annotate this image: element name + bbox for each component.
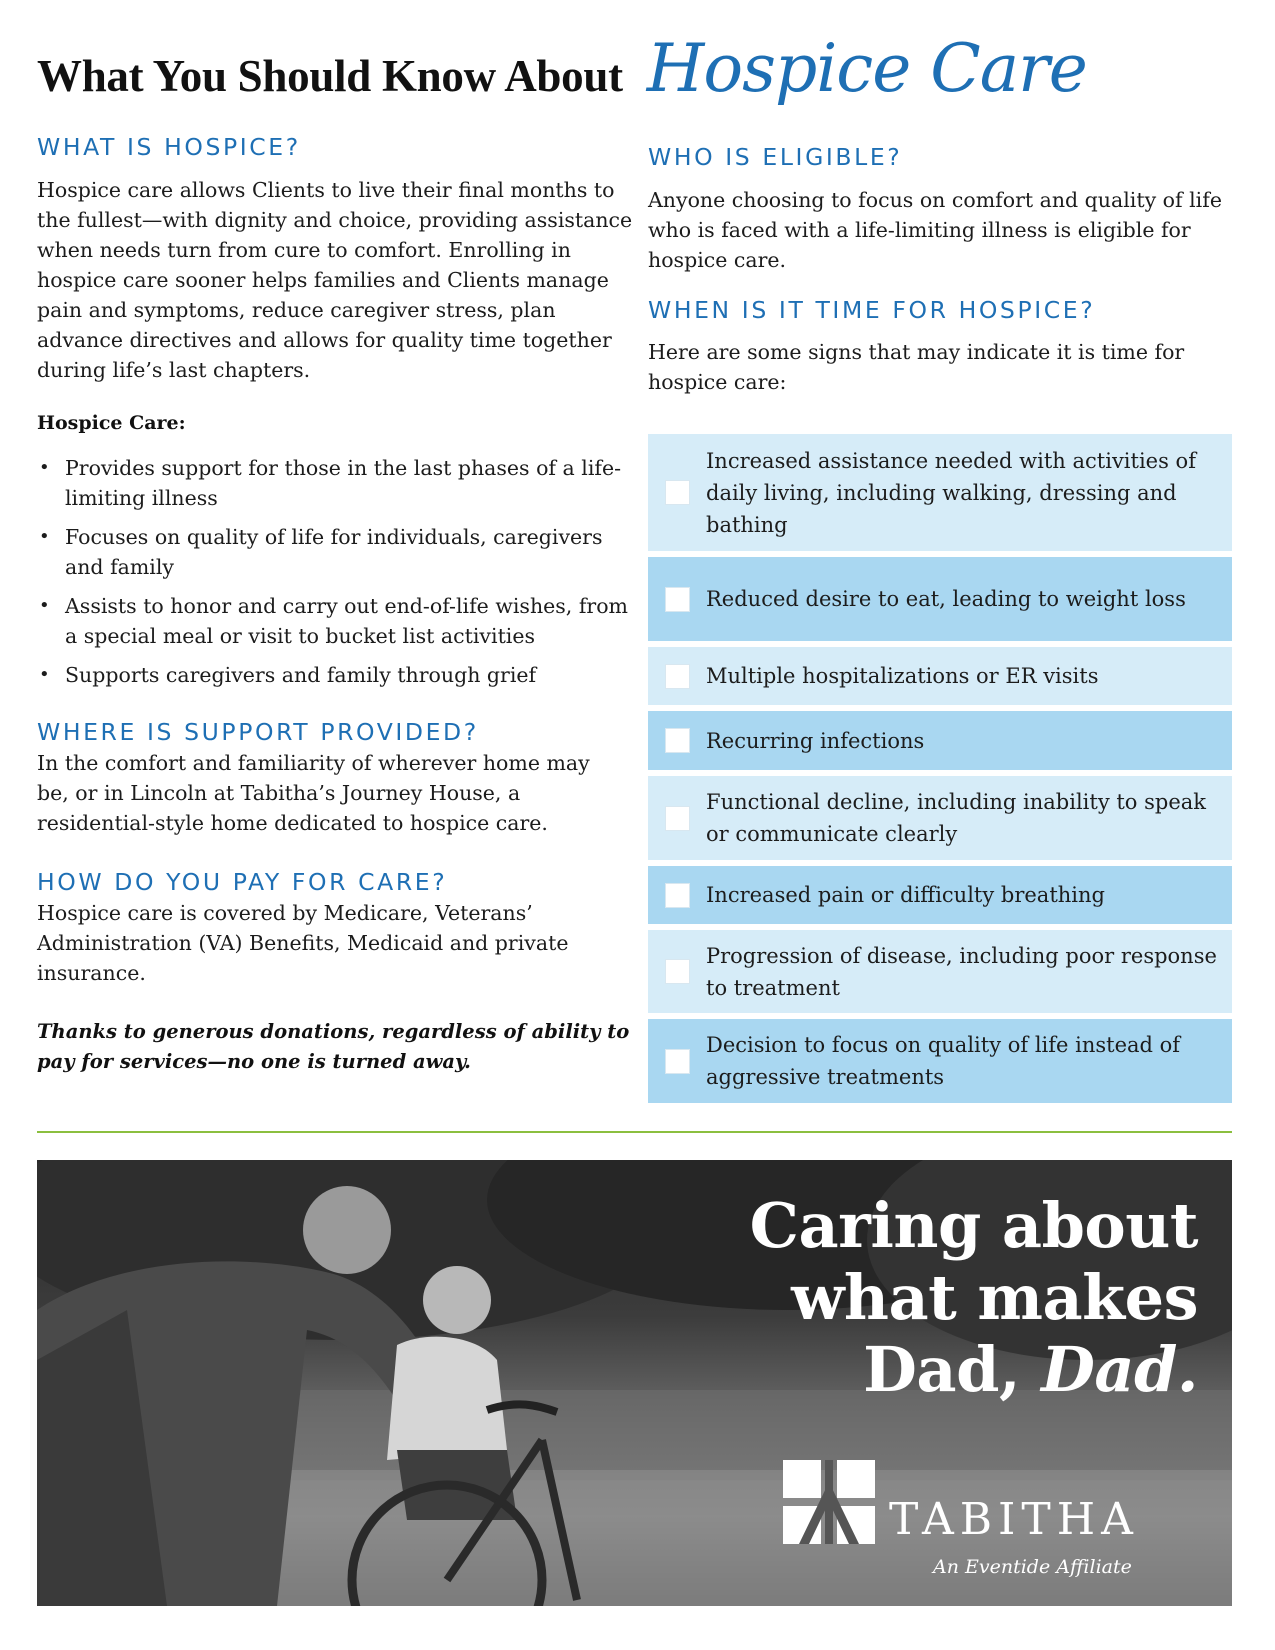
list-item <box>37 522 637 582</box>
checklist-item-text: Reduced desire to eat, leading to weight loss <box>706 587 1186 611</box>
checklist-row <box>648 711 1232 770</box>
checkbox[interactable] <box>665 480 690 505</box>
checklist-row <box>648 557 1232 641</box>
where-support-heading: WHERE IS SUPPORT PROVIDED? <box>37 718 479 746</box>
father-son-bicycle-photo <box>37 1160 1232 1606</box>
list-item-text: Focuses on quality of life for individuals, caregivers and family <box>65 525 603 579</box>
checkbox[interactable] <box>665 883 690 908</box>
title-main: What You Should Know About <box>37 51 623 101</box>
title-script: Hospice Care <box>646 30 1087 107</box>
bullet-icon: • <box>39 457 50 478</box>
list-item <box>37 453 637 513</box>
tabitha-logo <box>779 1452 1219 1587</box>
hospice-care-label: Hospice Care: <box>37 412 186 434</box>
tabitha-logo-icon <box>779 1452 879 1552</box>
checklist-item-text: Increased assistance needed with activities of daily living, including walking, dressing and bathing <box>706 448 1196 537</box>
checklist-item-text: Recurring infections <box>706 728 925 753</box>
tagline-line: Caring about <box>749 1189 1198 1262</box>
list-item-text: Supports caregivers and family through grief <box>65 663 537 687</box>
checklist-row <box>648 776 1232 860</box>
page-title <box>37 30 1237 130</box>
bullet-icon: • <box>39 664 50 685</box>
checklist-row <box>648 434 1232 551</box>
where-support-body: In the comfort and familiarity of wherever home may be, or in Lincoln at Tabitha’s Journey House, a residential-style home dedicated to hospice care. <box>37 751 590 835</box>
banner-tagline <box>750 1190 1198 1406</box>
bullet-icon: • <box>39 526 50 547</box>
checkbox[interactable] <box>665 664 690 689</box>
section-divider <box>37 1131 1232 1133</box>
checkbox[interactable] <box>665 1049 690 1074</box>
checkbox[interactable] <box>665 959 690 984</box>
how-pay-heading: HOW DO YOU PAY FOR CARE? <box>37 868 448 896</box>
checklist-row <box>648 866 1232 924</box>
checklist-item-text: Progression of disease, including poor response to treatment <box>706 943 1217 1000</box>
tagline-emphasis: Dad. <box>1041 1333 1198 1406</box>
donation-callout: Thanks to generous donations, regardless of ability to pay for services—no one is turned away. <box>37 1020 630 1073</box>
who-eligible-body: Anyone choosing to focus on comfort and quality of life who is faced with a life-limiting illness is eligible for hospice care. <box>648 188 1222 272</box>
list-item <box>37 591 637 651</box>
what-is-hospice-body: Hospice care allows Clients to live their final months to the fullest—with dignity and choice, providing assistance when needs turn from cure to comfort. Enrolling in hospice care sooner helps families and Clients manage pain and symptoms, reduce caregiver stress, plan advance directives and allows for quality time together during life’s last chapters. <box>37 178 633 382</box>
hospice-care-list <box>37 453 637 699</box>
who-eligible-heading: WHO IS ELIGIBLE? <box>648 143 903 171</box>
logo-wordmark: TABITHA <box>889 1494 1139 1545</box>
logo-subtitle: An Eventide Affiliate <box>933 1556 1132 1578</box>
checklist-item-text: Decision to focus on quality of life instead of aggressive treatments <box>706 1033 1181 1089</box>
list-item-text: Assists to honor and carry out end-of-life wishes, from a special meal or visit to bucket list activities <box>65 594 628 648</box>
how-pay-body: Hospice care is covered by Medicare, Veterans’ Administration (VA) Benefits, Medicaid and private insurance. <box>37 901 569 985</box>
checklist-item-text: Multiple hospitalizations or ER visits <box>706 664 1099 688</box>
checklist-row <box>648 930 1232 1013</box>
checklist-item-text: Increased pain or difficulty breathing <box>706 883 1105 907</box>
checkbox[interactable] <box>665 728 690 753</box>
when-time-body: Here are some signs that may indicate it is time for hospice care: <box>648 340 1185 394</box>
when-time-heading: WHEN IS IT TIME FOR HOSPICE? <box>648 296 1096 324</box>
bullet-icon: • <box>39 595 50 616</box>
checklist-row <box>648 647 1232 705</box>
list-item <box>37 660 637 690</box>
what-is-hospice-heading: WHAT IS HOSPICE? <box>37 133 301 161</box>
list-item-text: Provides support for those in the last phases of a life-limiting illness <box>65 456 622 510</box>
checkbox[interactable] <box>665 587 690 612</box>
checklist-row <box>648 1019 1232 1103</box>
tagline-line: what makes <box>791 1261 1198 1334</box>
checkbox[interactable] <box>665 806 690 831</box>
checklist-item-text: Functional decline, including inability to speak or communicate clearly <box>706 790 1207 846</box>
tagline-line: Dad, <box>863 1333 1042 1406</box>
